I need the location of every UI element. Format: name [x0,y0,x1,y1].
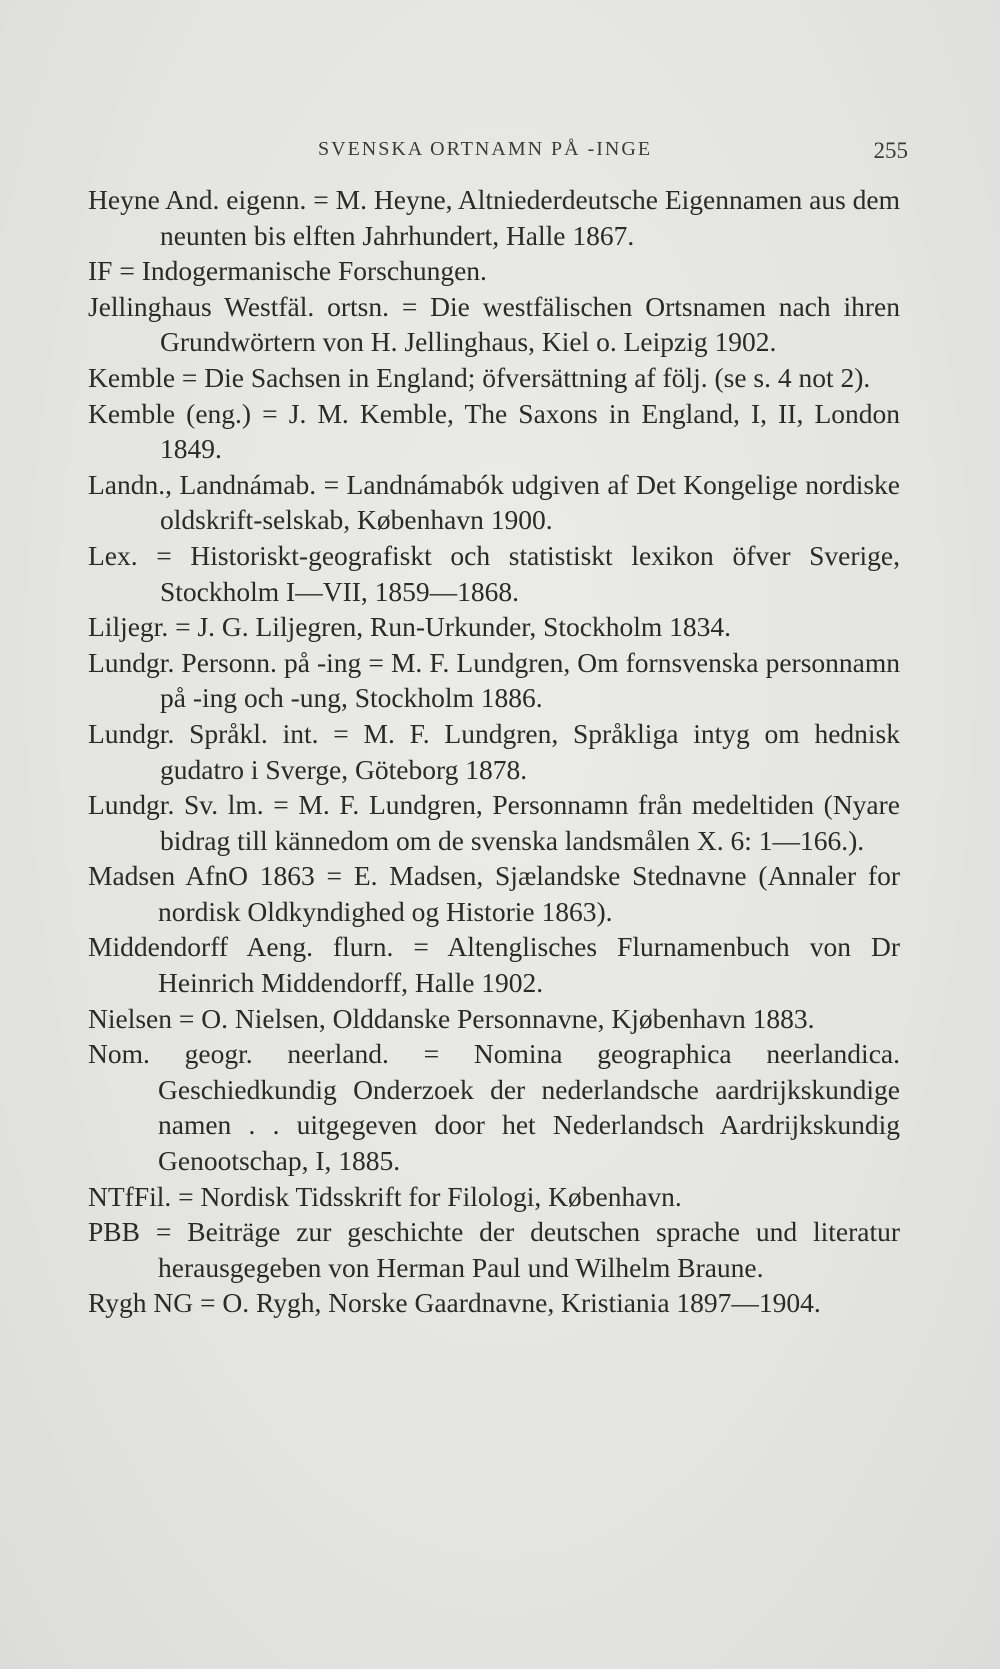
abbreviation-list [88,182,900,1321]
entry-middendorff: Middendorff Aeng. flurn. = Altenglisches Flurnamenbuch von Dr Heinrich Middendorff, Halle 1902. [88,931,900,999]
entry-lundgr-sv-lm: Lundgr. Sv. lm. = M. F. Lundgren, Personnamn från medeltiden (Nyare bidrag till kännedom om de svenska landsmålen X. 6: 1—166.). [88,789,900,856]
entry-rygh: Rygh NG = O. Rygh, Norske Gaardnavne, Kristiania 1897—1904. [88,1287,821,1319]
page-header [318,134,908,170]
entry-lundgr-personn: Lundgr. Personn. på -ing = M. F. Lundgren, Om fornsvenska personnamn på -ing och -ung, Stockholm 1886. [88,646,900,714]
entry-liljegr: Liljegr. = J. G. Liljegren, Run-Urkunder, Stockholm 1834. [88,611,732,643]
entry-lundgr-sprakl: Lundgr. Språkl. int. = M. F. Lundgren, Språkliga intyg om hednisk gudatro i Sverge, Göteborg 1878. [88,717,900,785]
entry-ntffil: NTfFil. = Nordisk Tidsskrift for Filologi, København. [88,1180,682,1212]
entry-kemble: Kemble = Die Sachsen in England; öfversättning af följ. (se s. 4 not 2). [88,361,871,393]
entry-landnamab: Landn., Landnámab. = Landnámabók udgiven af Det Kongelige nordiske oldskrift-selskab, København 1900. [88,468,900,536]
entry-nielsen: Nielsen = O. Nielsen, Olddanske Personnavne, Kjøbenhavn 1883. [88,1002,815,1034]
entry-madsen: Madsen AfnO 1863 = E. Madsen, Sjælandske Stednavne (Annaler for nordisk Oldkyndighed og Historie 1863). [88,860,900,927]
entry-jellinghaus: Jellinghaus Westfäl. ortsn. = Die westfälischen Ortsnamen nach ihren Grundwörtern von H. Jellinghaus, Kiel o. Leipzig 1902. [88,290,900,358]
entry-kemble-eng: Kemble (eng.) = J. M. Kemble, The Saxons in England, I, II, London 1849. [88,397,900,465]
entry-if: IF = Indogermanische Forschungen. [88,255,487,287]
entry-pbb: PBB = Beiträge zur geschichte der deutschen sprache und literatur herausgegeben von Herman Paul und Wilhelm Braune. [88,1216,900,1283]
page-number: 255 [873,138,908,163]
running-title: SVENSKA ORTNAMN PÅ -INGE [318,138,653,160]
entry-heyne: Heyne And. eigenn. = M. Heyne, Altniederdeutsche Eigennamen aus dem neunten bis elften Jahrhundert, Halle 1867. [88,184,901,251]
entry-lex: Lex. = Historiskt-geografiskt och statistiskt lexikon öfver Sverige, Stockholm I—VII, 1859—1868. [88,539,900,607]
entry-nom-geogr: Nom. geogr. neerland. = Nomina geographica neerlandica. Geschiedkundig Onderzoek der nederlandsche aardrijkskundige namen . . uitgegeven door het Nederlandsch Aardrijkskundig Genootschap, I, 1885. [88,1038,900,1177]
